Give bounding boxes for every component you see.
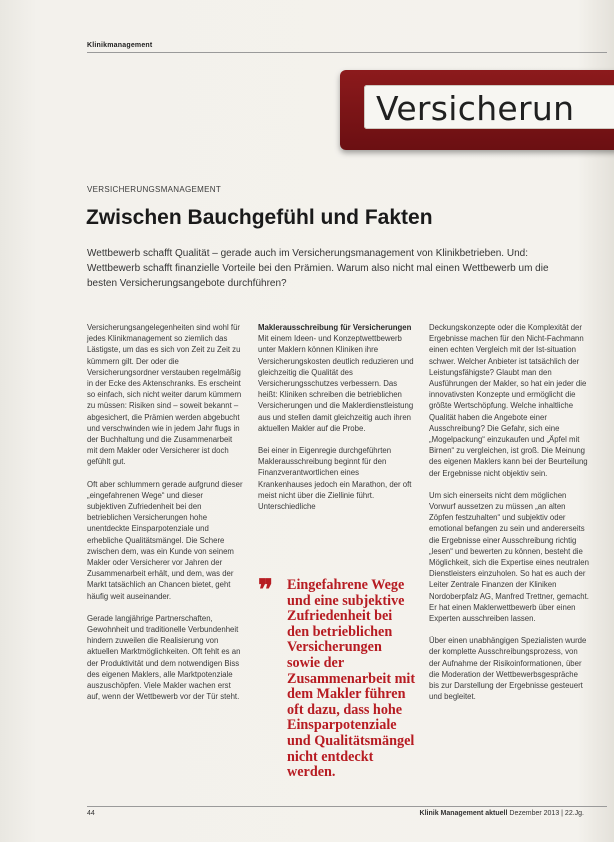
- issue-info: Dezember 2013 | 22.Jg.: [509, 810, 584, 817]
- article-title: Zwischen Bauchgefühl und Fakten: [86, 206, 433, 229]
- paragraph: Versicherungsangelegenheiten sind wohl für jedes Klinikmanagement so ziemlich das Lästigste, um das es sich von Zeit zu Zeit zu kümmern gilt. Der oder die Versicherungsordner verstauben regelmäßig in der Ecke des Aktenschranks. Es erscheint so einfach, sich nicht weiter darum kümmern zu müssen: Risiken sind – soweit bekannt – abgesichert, die Prämien werden abgebucht und verschwinden wie in jedem Jahr flugs in der Buchhaltung und die Zusammenarbeit mit dem Makler oder Versicherer ist doch gefühlt gut.: [87, 323, 242, 467]
- paragraph: Oft aber schlummern gerade aufgrund dieser „eingefahrenen Wege“ und dieser subjektiven Zufriedenheit bei den betrieblichen Versicherungen hohe unentdeckte Einsparpotenziale und erhebliche Qualitätsmängel. Die Schere zwischen dem, was ein Kunde von seinem Makler oder Versicherer vor Jahren der Zusammenarbeit erhält, und dem, was der Markt tatsächlich an Chancen bietet, geht häufig weit auseinander.: [87, 479, 243, 601]
- text-column-2: [258, 322, 414, 523]
- text-column-3: [429, 322, 589, 714]
- paragraph: Über einen unabhängigen Spezialisten wurde der komplette Ausschreibungsprozess, von der Aufnahme der Risikoinformationen, über die Moderation der Wettbewerbsgespräche bis zur Darstellung der Ergebnisse gesteuert und begleitet.: [429, 636, 587, 702]
- sign-plate: [364, 85, 614, 129]
- paragraph: Gerade langjährige Partnerschaften, Gewohnheit und traditionelle Verbundenheit hindern zuweilen die Realisierung von aktuellen Marktmöglichkeiten. Oft fehlt es an der Produktivität und dem notwendigen Biss des eigenen Maklers, alle Marktpotenziale auszuschöpfen. Viele Makler wachen erst auf, wenn der Wettbewerb vor der Tür steht.: [87, 613, 241, 702]
- quote-mark-icon: ❞: [258, 573, 274, 606]
- footer-divider: [87, 806, 607, 807]
- text-column-1: [87, 322, 243, 714]
- paragraph: Mit einem Ideen- und Konzeptwettbewerb unter Maklern können Kliniken ihre Versicherungskosten deutlich reduzieren und gleichzeitig die Qualität des Versicherungsschutzes verbessern. Das heißt: Kliniken schreiben die betrieblichen Versicherungen und die Maklerdienstleistung aus und stellen damit gleichzeitig auch ihren aktuellen Makler auf die Probe.: [258, 334, 414, 433]
- section-header: Klinikmanagement: [87, 42, 153, 49]
- page-number: 44: [87, 810, 95, 817]
- footer-publication: [420, 810, 584, 817]
- versicherung-sign-image: [340, 70, 614, 150]
- article-lead: Wettbewerb schafft Qualität – gerade auch im Versicherungsmanagement von Klinikbetrieben. Und: Wettbewerb schafft finanzielle Vorteile bei den Prämien. Warum also nicht mal einen Wettbewerb um die besten Versicherungsangebote durchführen?: [87, 248, 549, 289]
- paragraph: Bei einer in Eigenregie durchgeführten Maklerausschreibung beginnt für den Finanzverantwortlichen eines Krankenhauses jedoch ein Marathon, der oft meist nicht über die Ziellinie führt. Unterschiedliche: [258, 446, 412, 512]
- paragraph: Deckungskonzepte oder die Komplexität der Ergebnisse machen für den Nicht-Fachmann einen echten Vergleich mit der Ist-situation schwer. Welcher Anbieter ist tatsächlich der Leistungsfähigste? Glaubt man den Ausführungen der Makler, so hat ein jeder die innovativsten Konzepte und ermöglicht die größte Wertschöpfung. Welche inhaltliche Qualität haben die Angebote einer Ausschreibung? Die Gefahr, sich eine „Mogelpackung“ einzukaufen und „Äpfel mit Birnen“ zu vergleichen, ist groß. Die Meinung des eigenen Maklers kann bei der Beurteilung der Ergebnisse nicht objektiv sein.: [429, 323, 588, 478]
- paragraph: Um sich einerseits nicht dem möglichen Vorwurf aussetzen zu müssen „an alten Zöpfen festzuhalten“ und subjektiv oder emotional befangen zu sein und andererseits die Ergebnisse einer Ausschreibung richtig „lesen“ und bewerten zu können, besteht die Möglichkeit, sich die Expertise eines neutralen Dienstleisters einzuholen. So hat es auch der Leiter Zentrale Finanzen der Kliniken Nordoberpfalz AG, Manfred Trettner, gemacht. Er hat einen Maklerwettbewerb über einen Experten ausschreiben lassen.: [429, 490, 589, 624]
- sign-text: Versicherun: [376, 89, 575, 128]
- pull-quote-text: Eingefahrene Wege und eine subjektive Zufriedenheit bei den betrieblichen Versicherungen sowie der Zusammenarbeit mit dem Makler führen oft dazu, dass hohe Einsparpotenziale und Qualitätsmängel nicht entdeckt werden.: [287, 577, 416, 781]
- header-divider: [87, 52, 607, 53]
- article-kicker: VERSICHERUNGSMANAGEMENT: [87, 185, 222, 194]
- publication-name: Klinik Management aktuell: [419, 810, 508, 817]
- subheading: Maklerausschreibung für Versicherungen: [258, 323, 412, 332]
